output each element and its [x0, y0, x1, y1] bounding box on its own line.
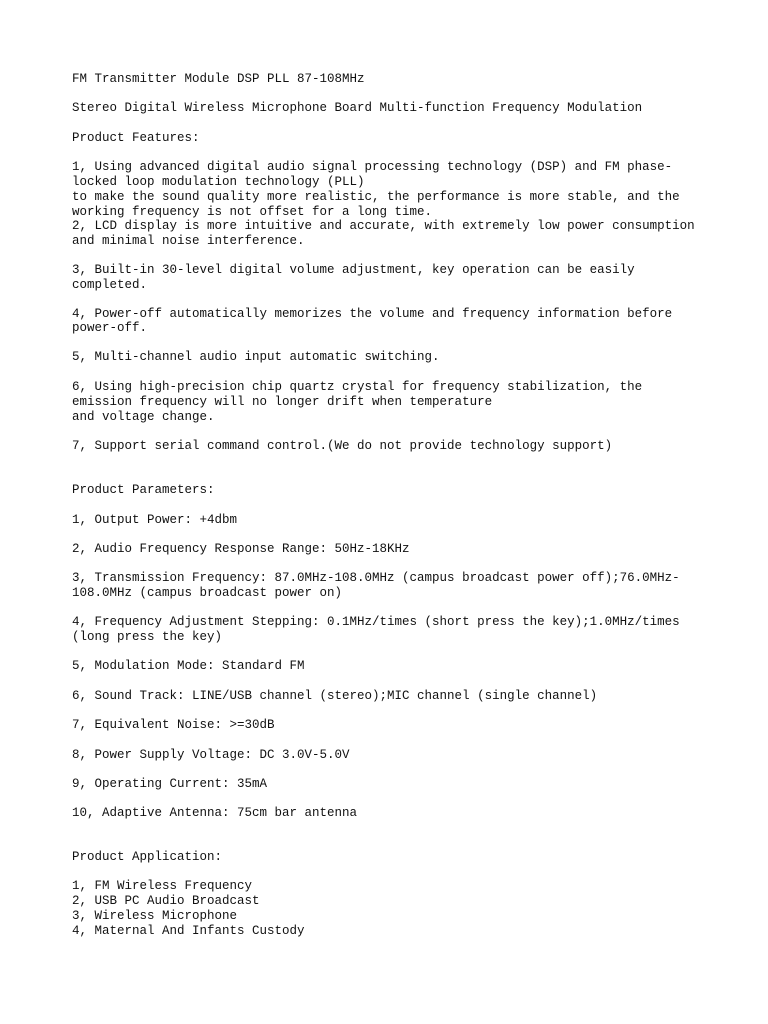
feature-7: 7, Support serial command control.(We do not provide technology support) [72, 439, 613, 453]
feature-6-line-3: and voltage change. [72, 410, 215, 424]
application-2: 2, USB PC Audio Broadcast [72, 894, 260, 908]
feature-3-line-2: completed. [72, 278, 148, 292]
parameters-heading: Product Parameters: [72, 483, 215, 497]
parameter-1: 1, Output Power: +4dbm [72, 513, 238, 527]
parameter-4-line-1: 4, Frequency Adjustment Stepping: 0.1MHz/times (short press the key);1.0MHz/times [72, 615, 680, 629]
feature-2-line-1: 2, LCD display is more intuitive and accurate, with extremely low power consumption [72, 219, 695, 233]
parameter-6: 6, Sound Track: LINE/USB channel (stereo);MIC channel (single channel) [72, 689, 598, 703]
application-1: 1, FM Wireless Frequency [72, 879, 253, 893]
features-heading: Product Features: [72, 131, 200, 145]
parameter-2: 2, Audio Frequency Response Range: 50Hz-18KHz [72, 542, 410, 556]
parameter-5: 5, Modulation Mode: Standard FM [72, 659, 305, 673]
parameter-3-line-1: 3, Transmission Frequency: 87.0MHz-108.0MHz (campus broadcast power off);76.0MHz- [72, 571, 680, 585]
parameter-4-line-2: (long press the key) [72, 630, 223, 644]
parameter-9: 9, Operating Current: 35mA [72, 777, 268, 791]
feature-1-line-2: locked loop modulation technology (PLL) [72, 175, 365, 189]
feature-4-line-1: 4, Power-off automatically memorizes the volume and frequency information before [72, 307, 673, 321]
parameter-7: 7, Equivalent Noise: >=30dB [72, 718, 275, 732]
application-heading: Product Application: [72, 850, 223, 864]
feature-1-line-1: 1, Using advanced digital audio signal processing technology (DSP) and FM phase- [72, 160, 673, 174]
feature-5: 5, Multi-channel audio input automatic switching. [72, 350, 440, 364]
parameter-10: 10, Adaptive Antenna: 75cm bar antenna [72, 806, 358, 820]
feature-2-line-2: and minimal noise interference. [72, 234, 305, 248]
feature-6-line-2: emission frequency will no longer drift when temperature [72, 395, 493, 409]
feature-3-line-1: 3, Built-in 30-level digital volume adjustment, key operation can be easily [72, 263, 635, 277]
feature-1-line-4: working frequency is not offset for a long time. [72, 205, 433, 219]
document-subtitle: Stereo Digital Wireless Microphone Board Multi-function Frequency Modulation [72, 101, 643, 115]
feature-6-line-1: 6, Using high-precision chip quartz crystal for frequency stabilization, the [72, 380, 643, 394]
document-title: FM Transmitter Module DSP PLL 87-108MHz [72, 72, 365, 86]
parameter-8: 8, Power Supply Voltage: DC 3.0V-5.0V [72, 748, 350, 762]
parameter-3-line-2: 108.0MHz (campus broadcast power on) [72, 586, 343, 600]
feature-1-line-3: to make the sound quality more realistic, the performance is more stable, and the [72, 190, 680, 204]
application-4: 4, Maternal And Infants Custody [72, 924, 305, 938]
application-3: 3, Wireless Microphone [72, 909, 238, 923]
feature-4-line-2: power-off. [72, 321, 148, 335]
